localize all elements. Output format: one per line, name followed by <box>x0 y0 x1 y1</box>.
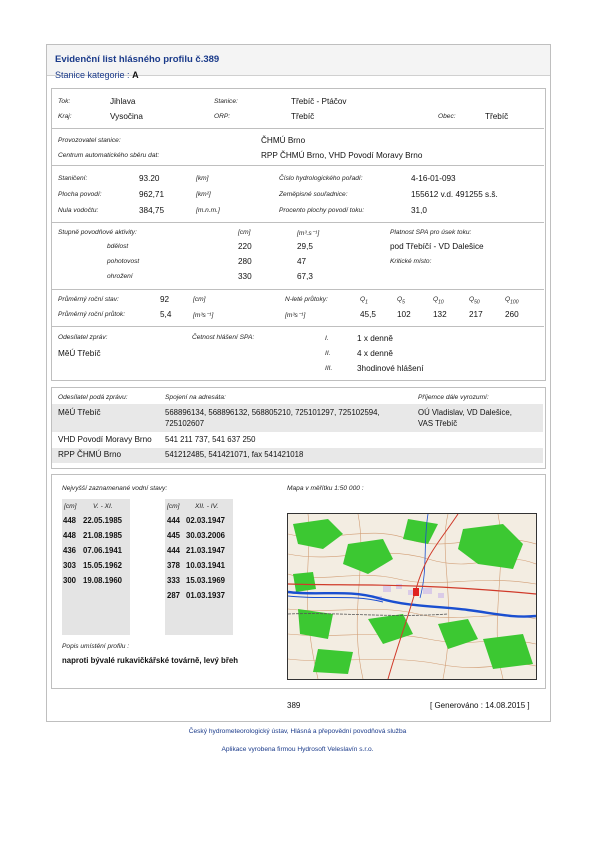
prutok-label: Průměrný roční průtok: <box>58 311 126 318</box>
station-category: Stanice kategorie : A <box>55 70 139 80</box>
spa-label: Stupně povodňové aktivity: <box>58 229 137 236</box>
hist-level: 333 <box>167 576 181 585</box>
stanice-value: Třebíč - Ptáčov <box>291 97 347 106</box>
popis-label: Popis umístění profilu : <box>62 643 130 650</box>
q-value: 217 <box>469 310 483 319</box>
platnost-label: Platnost SPA pro úsek toku: <box>390 229 472 236</box>
hist-level: 448 <box>63 531 77 540</box>
hist-level: 436 <box>63 546 77 555</box>
hist-cm: [cm] <box>64 503 77 510</box>
spa-row-m3: 47 <box>297 257 307 266</box>
contact-recipients: OÚ Vladislav, VD Dalešice, <box>418 408 512 417</box>
level-text: 3hodinové hlášení <box>357 364 424 373</box>
hist-period: V. - XI. <box>93 503 113 510</box>
q-head: $Q_{10}$ <box>433 296 444 306</box>
nlete-label: N-leté průtoky: <box>285 296 328 303</box>
hist-level: 378 <box>167 561 181 570</box>
spa-row-name: ohrožení <box>107 273 133 280</box>
location-map <box>287 513 537 680</box>
kraj-value: Vysočina <box>110 112 143 121</box>
nula-unit: [m.n.m.] <box>196 207 220 214</box>
stav-unit: [cm] <box>193 296 206 303</box>
contact-sender: RPP ČHMÚ Brno <box>58 450 122 459</box>
contact-recipients: VAS Třebíč <box>418 419 458 428</box>
contact-sender: MěÚ Třebíč <box>58 408 101 417</box>
orp-label: ORP: <box>214 113 231 120</box>
spa-m3-unit: [m³.s⁻¹] <box>297 230 320 237</box>
cislo-label: Číslo hydrologického pořadí: <box>279 175 363 182</box>
contact-phones: 568896134, 568896132, 568805210, 725101297, 725102594, <box>165 408 380 417</box>
hist-level: 300 <box>63 576 77 585</box>
q-head: $Q_{50}$ <box>469 296 480 306</box>
nlete-unit: [m³s⁻¹] <box>285 312 306 319</box>
contact-phones: 541212485, 541421071, fax 541421018 <box>165 450 304 459</box>
q-head: $Q_1$ <box>360 296 368 306</box>
spa-row-m3: 67,3 <box>297 272 313 281</box>
hist-date: 01.03.1937 <box>186 591 226 600</box>
obec-label: Obec: <box>438 113 456 120</box>
footer-app: Aplikace vyrobena firmou Hydrosoft Veleslavín s.r.o. <box>221 746 374 753</box>
q-head: $Q_{100}$ <box>505 296 519 306</box>
nula-value: 384,75 <box>139 206 165 215</box>
level-text: 1 x denně <box>357 334 393 343</box>
cetnost-label: Četnost hlášení SPA: <box>192 334 255 341</box>
contact-phones: 541 211 737, 541 637 250 <box>165 435 256 444</box>
hist-date: 21.03.1947 <box>186 546 226 555</box>
plocha-unit: [km²] <box>196 191 211 198</box>
map-label: Mapa v měřítku 1:50 000 : <box>287 485 364 492</box>
hist-date: 02.03.1947 <box>186 516 226 525</box>
tok-label: Tok: <box>58 98 71 105</box>
contact-sender: VHD Povodí Moravy Brno <box>58 435 152 444</box>
odesilatel-value: MěÚ Třebíč <box>58 349 101 358</box>
q-value: 102 <box>397 310 411 319</box>
contacts-col1: Odesílatel podá zprávu: <box>58 394 128 401</box>
hist-level: 445 <box>167 531 181 540</box>
page-title: Evidenční list hlásného profilu č.389 <box>55 54 220 65</box>
centrum-label: Centrum automatického sběru dat: <box>58 152 160 159</box>
procento-label: Procento plochy povodí toku: <box>279 207 365 214</box>
generated-date: [ Generováno : 14.08.2015 ] <box>430 701 530 710</box>
hist-level: 444 <box>167 516 181 525</box>
contacts-col3: Příjemce dále vyrozumí: <box>418 394 489 401</box>
orp-value: Třebíč <box>291 112 315 121</box>
staniceni-label: Staničení: <box>58 175 88 182</box>
popis-value: naproti bývalé rukavičkářské továrně, levý břeh <box>62 656 238 665</box>
hist-date: 19.08.1960 <box>83 576 123 585</box>
stav-label: Průměrný roční stav: <box>58 296 119 303</box>
level-num: II. <box>325 350 331 357</box>
map-image <box>288 514 536 679</box>
prutok-unit: [m³s⁻¹] <box>193 312 214 319</box>
prutok-value: 5,4 <box>160 310 172 319</box>
staniceni-unit: [km] <box>196 175 209 182</box>
hist-date: 10.03.1941 <box>186 561 226 570</box>
level-num: I. <box>325 335 329 342</box>
spa-row-name: bdělost <box>107 243 129 250</box>
page-number: 389 <box>287 701 301 710</box>
hist-level: 303 <box>63 561 77 570</box>
kriticke-label: Kritické místo: <box>390 258 432 265</box>
hist-period: XII. - IV. <box>195 503 219 510</box>
nula-label: Nula vodočtu: <box>58 207 99 214</box>
tok-value: Jihlava <box>110 97 136 106</box>
history-label: Nejvyšší zaznamenané vodní stavy: <box>62 485 168 492</box>
category-value: A <box>132 70 139 80</box>
q-value: 45,5 <box>360 310 376 319</box>
spa-row-name: pohotovost <box>107 258 140 265</box>
q-value: 260 <box>505 310 519 319</box>
hist-level: 287 <box>167 591 181 600</box>
obec-value: Třebíč <box>485 112 509 121</box>
level-num: III. <box>325 365 333 372</box>
stav-value: 92 <box>160 295 170 304</box>
spa-cm-unit: [cm] <box>238 229 251 236</box>
hist-level: 448 <box>63 516 77 525</box>
hist-date: 15.03.1969 <box>186 576 226 585</box>
spa-row-cm: 220 <box>238 242 252 251</box>
plocha-label: Plocha povodí: <box>58 191 102 198</box>
footer-org: Český hydrometeorologický ústav, Hlásná a přepovědní povodňová služba <box>188 728 407 735</box>
hist-level: 444 <box>167 546 181 555</box>
spa-row-m3: 29,5 <box>297 242 313 251</box>
cislo-value: 4-16-01-093 <box>411 174 456 183</box>
spa-row-cm: 280 <box>238 257 252 266</box>
hist-date: 30.03.2006 <box>186 531 226 540</box>
spa-row-cm: 330 <box>238 272 252 281</box>
procento-value: 31,0 <box>411 206 427 215</box>
level-text: 4 x denně <box>357 349 393 358</box>
hist-date: 22.05.1985 <box>83 516 123 525</box>
contact-phones: 725102607 <box>165 419 205 428</box>
q-head: $Q_5$ <box>397 296 405 306</box>
plocha-value: 962,71 <box>139 190 165 199</box>
provozovatel-value: ČHMÚ Brno <box>261 136 306 145</box>
provozovatel-label: Provozovatel stanice: <box>58 137 121 144</box>
centrum-value: RPP ČHMÚ Brno, VHD Povodí Moravy Brno <box>261 151 423 160</box>
odesilatel-label: Odesílatel zpráv: <box>58 334 108 341</box>
staniceni-value: 93.20 <box>139 174 160 183</box>
souradnice-label: Zeměpisné souřadnice: <box>279 191 348 198</box>
souradnice-value: 155612 v.d. 491255 s.š. <box>411 190 498 199</box>
hist-date: 15.05.1962 <box>83 561 123 570</box>
platnost-value: pod Třebíčí - VD Dalešice <box>390 242 484 251</box>
hist-cm: [cm] <box>167 503 180 510</box>
hist-date: 21.08.1985 <box>83 531 123 540</box>
contacts-col2: Spojení na adresáta: <box>165 394 226 401</box>
stanice-label: Stanice: <box>214 98 238 105</box>
kraj-label: Kraj: <box>58 113 72 120</box>
q-value: 132 <box>433 310 447 319</box>
hist-date: 07.06.1941 <box>83 546 123 555</box>
